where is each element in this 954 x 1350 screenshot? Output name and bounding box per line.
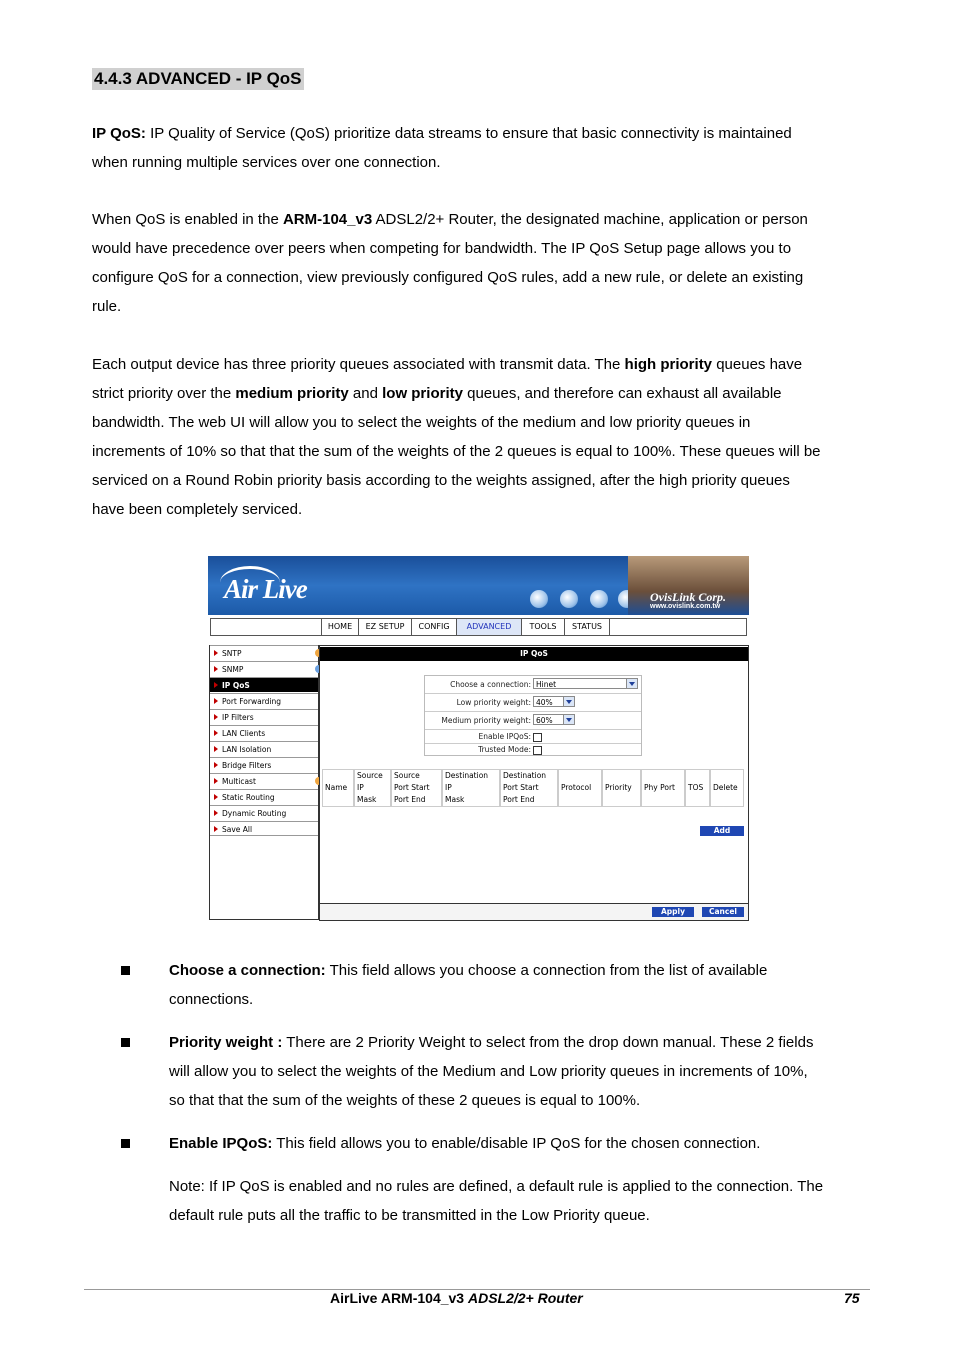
medium-priority-select[interactable]: [533, 714, 575, 725]
sidebar-label: IP QoS: [222, 681, 250, 690]
paragraph-priority-queues: [92, 350, 867, 524]
col-line: Phy Port: [644, 783, 675, 792]
column-destination-ip: [442, 769, 500, 807]
bullet-square-icon: [121, 966, 130, 975]
nav-config[interactable]: CONFIG: [411, 619, 456, 635]
term-choose-connection: Choose a connection:: [169, 962, 326, 979]
sidebar-label: Bridge Filters: [222, 761, 272, 770]
note-paragraph: [169, 1172, 869, 1230]
text: so that that the sum of the weights of these 2 queues is equal to 100%.: [169, 1092, 641, 1109]
connection-row: [425, 676, 641, 694]
col-line: Destination: [445, 771, 489, 780]
term-low-priority: low priority: [382, 385, 463, 402]
term-enable-ipqos: Enable IPQoS:: [169, 1135, 273, 1152]
chevron-down-icon: [563, 697, 574, 706]
column-source-port: [391, 769, 442, 807]
text: default rule puts all the traffic to be transmitted in the Low Priority queue.: [169, 1207, 650, 1224]
bullet-square-icon: [121, 1139, 130, 1148]
col-line: Priority: [605, 783, 632, 792]
router-screenshot: [208, 556, 749, 920]
sidebar: [209, 645, 319, 920]
sidebar-label: LAN Clients: [222, 729, 266, 738]
bullet-priority-weight: [169, 1028, 869, 1115]
arrow-icon: [214, 746, 218, 752]
enable-ipqos-checkbox[interactable]: [533, 733, 542, 742]
sidebar-item-ip-filters[interactable]: [210, 709, 318, 724]
sidebar-item-save-all[interactable]: [210, 821, 318, 836]
arrow-icon: [214, 762, 218, 768]
sidebar-item-lan-isolation[interactable]: [210, 741, 318, 756]
col-line: Delete: [713, 783, 738, 792]
arrow-icon: [214, 810, 218, 816]
col-line: Name: [325, 783, 348, 792]
text: This field allows you to enable/disable IP QoS for the chosen connection.: [272, 1135, 761, 1152]
arrow-icon: [214, 730, 218, 736]
trusted-mode-checkbox[interactable]: [533, 746, 542, 755]
nav-advanced[interactable]: ADVANCED: [456, 619, 521, 635]
model-name: ARM-104_v3: [282, 211, 373, 228]
text: There are 2 Priority Weight to select from the drop down manual. These 2 fields: [282, 1034, 814, 1051]
text: configure QoS for a connection, view previously configured QoS rules, add a new rule, or delete an existing: [92, 269, 804, 286]
col-line: [644, 770, 684, 782]
medium-priority-label: Medium priority weight:: [441, 716, 531, 725]
section-heading: 4.4.3 ADVANCED - IP QoS: [94, 69, 302, 88]
col-line: [325, 770, 353, 782]
bullet-choose-connection: [169, 956, 869, 1014]
text: increments of 10% so that that the sum of the weights of the 2 queues is equal to 100%. These queues will be: [92, 443, 821, 460]
col-line: Destination: [503, 771, 547, 780]
text: and: [348, 385, 383, 402]
sidebar-label: Save All: [222, 825, 253, 834]
col-line: Mask: [445, 795, 465, 804]
sidebar-item-multicast[interactable]: [210, 773, 318, 788]
arrow-icon: [214, 714, 218, 720]
text: will allow you to select the weights of the Medium and Low priority queues in increments of 10%,: [169, 1063, 808, 1080]
column-protocol: [558, 769, 602, 807]
text: rule.: [92, 298, 122, 315]
nav-home[interactable]: HOME: [321, 619, 358, 635]
term-priority-weight: Priority weight :: [169, 1034, 283, 1051]
trusted-mode-label: Trusted Mode:: [478, 745, 531, 754]
col-line: [688, 770, 709, 782]
nav-tools[interactable]: TOOLS: [521, 619, 564, 635]
col-line: [605, 794, 640, 806]
ovislink-url: www.ovislink.com.tw: [650, 603, 721, 610]
col-line: Protocol: [561, 783, 592, 792]
nav-divider: [609, 619, 611, 635]
column-priority: [602, 769, 641, 807]
medium-priority-row: [425, 712, 641, 730]
col-line: [644, 794, 684, 806]
text: serviced on a Round Robin priority basis according to the weights assigned, after the high priority queues: [92, 472, 790, 489]
text: would have precedence over peers when competing for bandwidth. The IP QoS Setup page allows you to: [92, 240, 792, 257]
text: When QoS is enabled in the: [92, 211, 283, 228]
col-line: [561, 770, 601, 782]
col-line: Port End: [394, 795, 426, 804]
chevron-down-icon: [626, 679, 637, 688]
sidebar-label: SNTP: [222, 649, 242, 658]
sidebar-item-static-routing[interactable]: [210, 789, 318, 804]
sidebar-item-ip-qos[interactable]: [210, 677, 318, 692]
sidebar-item-bridge-filters[interactable]: [210, 757, 318, 772]
arrow-icon: [214, 650, 218, 656]
col-line: [561, 794, 601, 806]
arrow-icon: [214, 826, 218, 832]
text: ADSL2/2+ Router, the designated machine, application or person: [372, 211, 808, 228]
sidebar-label: IP Filters: [222, 713, 254, 722]
connection-value: Hinet: [536, 680, 557, 689]
page-number: 75: [844, 1290, 860, 1306]
text: have been completely serviced.: [92, 501, 303, 518]
sidebar-label: LAN Isolation: [222, 745, 272, 754]
text: IP Quality of Service (QoS) prioritize data streams to ensure that basic connectivity is maintained: [145, 125, 792, 142]
column-phy-port: [641, 769, 685, 807]
text: Note: If IP QoS is enabled and no rules are defined, a default rule is applied to the connection. The: [169, 1178, 824, 1195]
sidebar-item-dynamic-routing[interactable]: [210, 805, 318, 820]
sidebar-item-lan-clients[interactable]: [210, 725, 318, 740]
nav-ez-setup[interactable]: EZ SETUP: [358, 619, 411, 635]
text: strict priority over the: [92, 385, 236, 402]
rules-table-header: [322, 769, 746, 807]
col-line: Port End: [503, 795, 535, 804]
bottom-bar: [320, 903, 748, 920]
col-line: IP: [357, 783, 364, 792]
enable-ipqos-row: [425, 730, 641, 744]
bullet-enable-ipqos: [169, 1129, 869, 1158]
arrow-icon: [214, 666, 218, 672]
low-priority-select[interactable]: [533, 696, 575, 707]
column-delete: [710, 769, 744, 807]
arrow-icon: [214, 698, 218, 704]
column-destination-port: [500, 769, 558, 807]
col-line: Source: [357, 771, 383, 780]
low-priority-label: Low priority weight:: [456, 698, 531, 707]
column-source-ip: [354, 769, 391, 807]
footer-product: [330, 1290, 583, 1306]
add-button[interactable]: Add: [700, 826, 744, 836]
col-line: IP: [445, 783, 452, 792]
text: queues have: [712, 356, 803, 373]
sidebar-item-sntp[interactable]: [210, 645, 318, 660]
low-priority-value: 40%: [536, 698, 553, 707]
qos-form: [424, 675, 642, 756]
col-line: Mask: [357, 795, 377, 804]
page-title: IP QoS: [320, 647, 748, 661]
term-ipqos: IP QoS:: [92, 125, 146, 142]
arrow-icon: [214, 794, 218, 800]
banner: [208, 556, 749, 615]
apply-button[interactable]: Apply: [652, 907, 694, 917]
connection-label: Choose a connection:: [450, 680, 531, 689]
col-line: Port Start: [503, 783, 539, 792]
arrow-icon: [214, 682, 218, 688]
globe-icon: [530, 590, 548, 608]
sidebar-label: Multicast: [222, 777, 256, 786]
text: This field allows you choose a connection from the list of available: [325, 962, 768, 979]
arrow-icon: [214, 778, 218, 784]
ovislink-banner: [628, 556, 749, 615]
paragraph-qos-enabled: [92, 205, 867, 321]
text: connections.: [169, 991, 254, 1008]
sidebar-item-snmp[interactable]: [210, 661, 318, 676]
sidebar-label: Static Routing: [222, 793, 275, 802]
bullet-square-icon: [121, 1038, 130, 1047]
text: Each output device has three priority queues associated with transmit data. The: [92, 356, 625, 373]
main-panel: [319, 645, 749, 921]
sidebar-label: Dynamic Routing: [222, 809, 287, 818]
paragraph-ipqos: [92, 119, 867, 177]
text: queues, and therefore can exhaust all available: [462, 385, 782, 402]
term-medium-priority: medium priority: [235, 385, 349, 402]
footer-product-type: ADSL2/2+ Router: [467, 1290, 583, 1306]
text: when running multiple services over one connection.: [92, 154, 441, 171]
low-priority-row: [425, 694, 641, 712]
text: bandwidth. The web UI will allow you to select the weights of the medium and low priority queues in: [92, 414, 751, 431]
enable-ipqos-label: Enable IPQoS:: [478, 732, 531, 741]
medium-priority-value: 60%: [536, 716, 553, 725]
cancel-button[interactable]: Cancel: [702, 907, 744, 917]
sidebar-label: SNMP: [222, 665, 244, 674]
col-line: TOS: [688, 783, 704, 792]
col-line: [713, 794, 743, 806]
column-tos: [685, 769, 710, 807]
ovislink-name: OvisLink Corp.: [650, 590, 727, 604]
col-line: Port Start: [394, 783, 430, 792]
col-line: Source: [394, 771, 420, 780]
chevron-down-icon: [563, 715, 574, 724]
col-line: [325, 794, 353, 806]
col-line: [713, 770, 743, 782]
trusted-mode-row: [425, 743, 641, 756]
connection-select[interactable]: [533, 678, 638, 689]
airlive-logo: Air Live: [224, 574, 307, 604]
footer-product-name: AirLive ARM-104_v3: [330, 1290, 468, 1306]
globe-icon: [560, 590, 578, 608]
term-high-priority: high priority: [624, 356, 713, 373]
nav-status[interactable]: STATUS: [564, 619, 609, 635]
sidebar-item-port-forwarding[interactable]: [210, 693, 318, 708]
column-name: [322, 769, 354, 807]
col-line: [688, 794, 709, 806]
sidebar-label: Port Forwarding: [222, 697, 282, 706]
top-nav: [210, 618, 747, 636]
globe-icon: [590, 590, 608, 608]
col-line: [605, 770, 640, 782]
